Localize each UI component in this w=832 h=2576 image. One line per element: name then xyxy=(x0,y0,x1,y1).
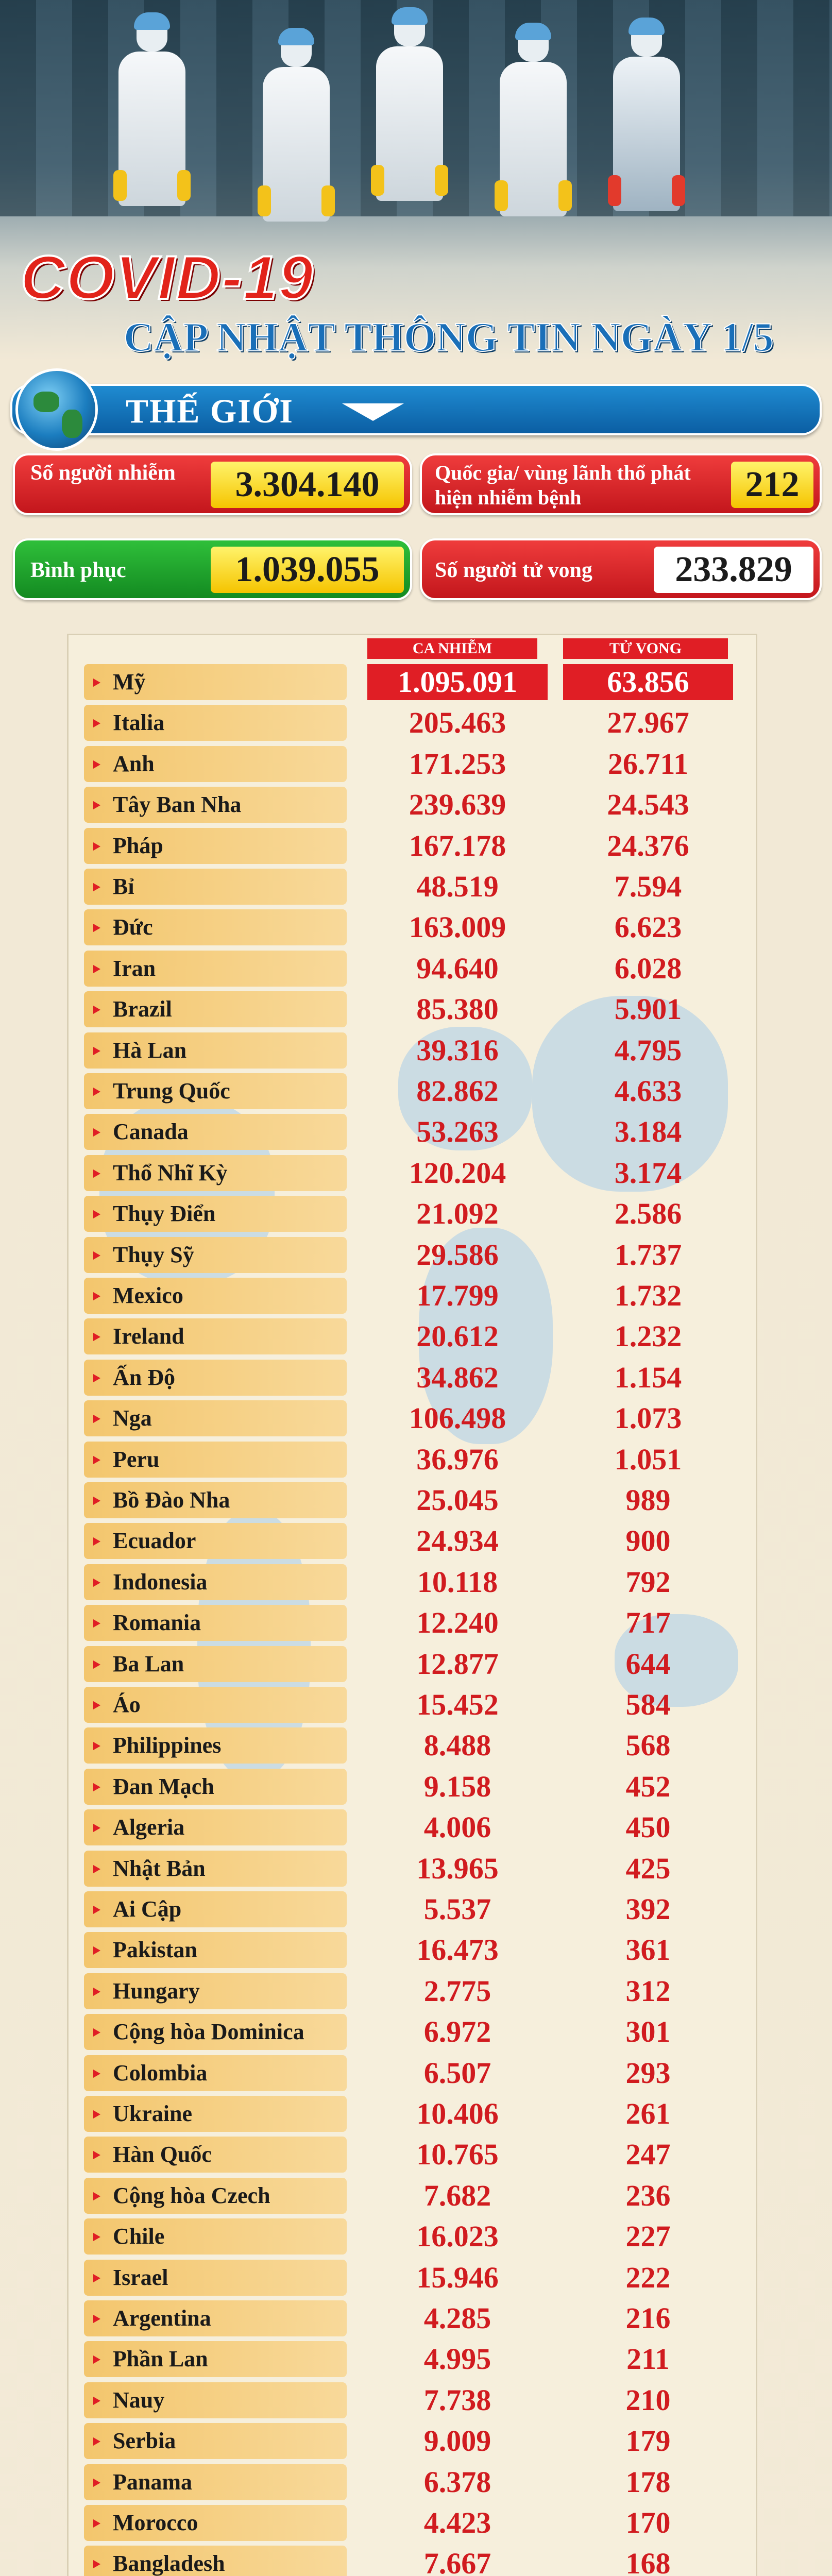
table-row xyxy=(84,2178,743,2214)
health-worker-figure xyxy=(113,15,191,222)
table-row xyxy=(84,951,743,987)
cases-value: 16.473 xyxy=(416,1933,499,1967)
cases-value: 21.092 xyxy=(416,1197,499,1231)
country-name: Trung Quốc xyxy=(84,1073,347,1109)
table-row xyxy=(84,2505,743,2541)
table-row xyxy=(84,2423,743,2459)
country-name: Morocco xyxy=(84,2505,347,2541)
deaths-value: 227 xyxy=(625,2219,671,2253)
country-name: Nauy xyxy=(84,2382,347,2418)
deaths-value: 168 xyxy=(625,2547,671,2576)
table-row xyxy=(84,1851,743,1887)
cases-value: 4.423 xyxy=(423,2506,491,2539)
table-row xyxy=(84,746,743,782)
deaths-value: 4.795 xyxy=(614,1033,682,1067)
country-table xyxy=(67,634,757,2576)
country-name: Đan Mạch xyxy=(84,1769,347,1805)
deaths-value: 179 xyxy=(625,2424,671,2458)
cases-value: 12.877 xyxy=(416,1647,499,1681)
deaths-value: 27.967 xyxy=(607,706,689,740)
table-row xyxy=(84,828,743,864)
deaths-value: 26.711 xyxy=(607,747,689,781)
table-row xyxy=(84,1564,743,1600)
deaths-value: 3.184 xyxy=(614,1115,682,1149)
deaths-value: 236 xyxy=(625,2178,671,2212)
table-row xyxy=(84,2341,743,2377)
country-name: Cộng hòa Dominica xyxy=(84,2014,347,2050)
cases-value: 85.380 xyxy=(416,992,499,1026)
table-row xyxy=(84,1114,743,1150)
deaths-value: 261 xyxy=(625,2097,671,2130)
table-row xyxy=(84,1932,743,1968)
deaths-value: 233.829 xyxy=(654,547,813,593)
country-name: Thổ Nhĩ Kỳ xyxy=(84,1155,347,1191)
cases-value: 5.537 xyxy=(423,1892,491,1926)
cases-value: 4.006 xyxy=(423,1810,491,1844)
deaths-value: 178 xyxy=(625,2465,671,2499)
country-name: Ireland xyxy=(84,1318,347,1354)
country-name: Iran xyxy=(84,951,347,987)
health-worker-figure xyxy=(371,10,448,216)
table-row xyxy=(84,2546,743,2576)
country-name: Philippines xyxy=(84,1727,347,1764)
cases-value: 9.158 xyxy=(423,1769,491,1803)
deaths-value: 1.737 xyxy=(614,1238,682,1272)
table-row xyxy=(84,1646,743,1682)
deaths-value: 247 xyxy=(625,2138,671,2172)
country-name: Israel xyxy=(84,2260,347,2296)
table-row xyxy=(84,2382,743,2418)
deaths-label: Số người tử vong xyxy=(435,558,592,582)
cases-value: 7.667 xyxy=(423,2547,491,2576)
cases-value: 53.263 xyxy=(416,1115,499,1149)
country-name: Cộng hòa Czech xyxy=(84,2178,347,2214)
cases-value: 16.023 xyxy=(416,2219,499,2253)
deaths-value: 24.543 xyxy=(607,788,689,822)
country-name: Peru xyxy=(84,1442,347,1478)
table-row xyxy=(84,869,743,905)
deaths-value: 301 xyxy=(625,2015,671,2049)
cases-value: 8.488 xyxy=(423,1728,491,1762)
deaths-value: 425 xyxy=(625,1851,671,1885)
cases-value: 1.095.091 xyxy=(367,664,548,700)
recovered-label: Bình phục xyxy=(30,558,126,582)
table-row xyxy=(84,1482,743,1518)
deaths-value: 792 xyxy=(625,1565,671,1599)
deaths-value: 293 xyxy=(625,2056,671,2090)
country-name: Italia xyxy=(84,705,347,741)
deaths-value: 216 xyxy=(625,2301,671,2335)
table-row xyxy=(84,1727,743,1764)
country-name: Panama xyxy=(84,2464,347,2500)
table-row xyxy=(84,705,743,741)
world-section-label: THẾ GIỚI xyxy=(126,393,294,430)
table-row xyxy=(84,1278,743,1314)
cases-value: 25.045 xyxy=(416,1483,499,1517)
table-row xyxy=(84,1442,743,1478)
hero-photo xyxy=(0,0,832,268)
table-row xyxy=(84,2014,743,2050)
deaths-value: 450 xyxy=(625,1810,671,1844)
infected-label: Số người nhiễm xyxy=(30,461,176,485)
cases-value: 48.519 xyxy=(416,870,499,903)
table-row xyxy=(84,787,743,823)
cases-value: 10.406 xyxy=(416,2097,499,2130)
country-name: Hungary xyxy=(84,1973,347,2009)
cases-value: 239.639 xyxy=(409,788,506,822)
deaths-value: 644 xyxy=(625,1647,671,1681)
cases-value: 4.285 xyxy=(423,2301,491,2335)
deaths-value: 392 xyxy=(625,1892,671,1926)
country-name: Hà Lan xyxy=(84,1032,347,1069)
country-name: Nga xyxy=(84,1400,347,1436)
country-name: Argentina xyxy=(84,2300,347,2336)
cases-value: 34.862 xyxy=(416,1360,499,1394)
table-row xyxy=(84,2137,743,2173)
country-name: Áo xyxy=(84,1687,347,1723)
country-name: Ecuador xyxy=(84,1523,347,1559)
country-name: Thụy Sỹ xyxy=(84,1237,347,1273)
country-name: Mexico xyxy=(84,1278,347,1314)
country-name: Thụy Điển xyxy=(84,1196,347,1232)
header-cases: CA NHIỄM xyxy=(367,638,537,659)
table-row xyxy=(84,2096,743,2132)
country-name: Pakistan xyxy=(84,1932,347,1968)
cases-value: 6.507 xyxy=(423,2056,491,2090)
table-row xyxy=(84,664,743,700)
table-row xyxy=(84,1032,743,1069)
country-name: Romania xyxy=(84,1605,347,1641)
table-row xyxy=(84,2260,743,2296)
country-name: Nhật Bản xyxy=(84,1851,347,1887)
cases-value: 7.682 xyxy=(423,2178,491,2212)
deaths-value: 63.856 xyxy=(563,664,733,700)
country-name: Bỉ xyxy=(84,869,347,905)
cases-value: 4.995 xyxy=(423,2342,491,2376)
cases-value: 205.463 xyxy=(409,706,506,740)
country-name: Serbia xyxy=(84,2423,347,2459)
countries-value: 212 xyxy=(731,462,813,508)
deaths-value: 568 xyxy=(625,1728,671,1762)
country-name: Hàn Quốc xyxy=(84,2137,347,2173)
deaths-value: 1.732 xyxy=(614,1279,682,1312)
cases-value: 10.118 xyxy=(417,1565,498,1599)
countries-stat xyxy=(420,453,822,515)
table-row xyxy=(84,1769,743,1805)
cases-value: 9.009 xyxy=(423,2424,491,2458)
cases-value: 12.240 xyxy=(416,1606,499,1640)
cases-value: 10.765 xyxy=(416,2138,499,2172)
country-name: Chile xyxy=(84,2218,347,2255)
country-name: Tây Ban Nha xyxy=(84,787,347,823)
country-name: Bồ Đào Nha xyxy=(84,1482,347,1518)
table-row xyxy=(84,1073,743,1109)
infected-value: 3.304.140 xyxy=(211,462,404,508)
cases-value: 29.586 xyxy=(416,1238,499,1272)
table-row xyxy=(84,2218,743,2255)
country-name: Ai Cập xyxy=(84,1891,347,1927)
country-name: Ba Lan xyxy=(84,1646,347,1682)
cases-value: 171.253 xyxy=(409,747,506,781)
deaths-value: 900 xyxy=(625,1524,671,1558)
subtitle: CẬP NHẬT THÔNG TIN NGÀY 1/5 xyxy=(124,315,774,360)
cases-value: 6.378 xyxy=(423,2465,491,2499)
globe-icon xyxy=(15,368,98,451)
cases-value: 13.965 xyxy=(416,1851,499,1885)
cases-value: 20.612 xyxy=(416,1319,499,1353)
deaths-value: 989 xyxy=(625,1483,671,1517)
country-name: Indonesia xyxy=(84,1564,347,1600)
deaths-value: 4.633 xyxy=(614,1074,682,1108)
cases-value: 94.640 xyxy=(416,951,499,985)
table-row xyxy=(84,909,743,945)
country-name: Algeria xyxy=(84,1809,347,1845)
country-name: Ukraine xyxy=(84,2096,347,2132)
world-section-bar xyxy=(10,384,822,435)
deaths-value: 1.073 xyxy=(614,1401,682,1435)
country-name: Mỹ xyxy=(84,664,347,700)
countries-label: Quốc gia/ vùng lãnh thổ phát hiện nhiễm bệnh xyxy=(435,461,691,509)
table-row xyxy=(84,1400,743,1436)
cases-value: 82.862 xyxy=(416,1074,499,1108)
cases-value: 36.976 xyxy=(416,1442,499,1476)
health-worker-figure xyxy=(608,21,685,227)
table-row xyxy=(84,1237,743,1273)
table-row xyxy=(84,1318,743,1354)
deaths-value: 7.594 xyxy=(614,870,682,903)
deaths-value: 1.232 xyxy=(614,1319,682,1353)
cases-value: 15.452 xyxy=(416,1688,499,1721)
deaths-value: 210 xyxy=(625,2383,671,2417)
table-row xyxy=(84,2464,743,2500)
table-row xyxy=(84,1360,743,1396)
cases-value: 163.009 xyxy=(409,910,506,944)
deaths-stat xyxy=(420,538,822,600)
cases-value: 167.178 xyxy=(409,828,506,862)
table-row xyxy=(84,991,743,1027)
cases-value: 39.316 xyxy=(416,1033,499,1067)
infected-stat xyxy=(13,453,412,515)
table-row xyxy=(84,2055,743,2091)
health-worker-figure xyxy=(495,26,572,232)
deaths-value: 211 xyxy=(626,2342,670,2376)
deaths-value: 361 xyxy=(625,1933,671,1967)
deaths-value: 222 xyxy=(625,2260,671,2294)
country-name: Ấn Độ xyxy=(84,1360,347,1396)
table-row xyxy=(84,1196,743,1232)
country-name: Canada xyxy=(84,1114,347,1150)
cases-value: 2.775 xyxy=(423,1974,491,2008)
country-name: Phần Lan xyxy=(84,2341,347,2377)
deaths-value: 1.051 xyxy=(614,1442,682,1476)
deaths-value: 5.901 xyxy=(614,992,682,1026)
table-row xyxy=(84,1809,743,1845)
table-row xyxy=(84,1155,743,1191)
country-name: Đức xyxy=(84,909,347,945)
deaths-value: 452 xyxy=(625,1769,671,1803)
deaths-value: 1.154 xyxy=(614,1360,682,1394)
health-worker-figure xyxy=(258,31,335,237)
deaths-value: 6.623 xyxy=(614,910,682,944)
cases-value: 15.946 xyxy=(416,2260,499,2294)
deaths-value: 312 xyxy=(625,1974,671,2008)
table-row xyxy=(84,1891,743,1927)
recovered-value: 1.039.055 xyxy=(211,547,404,593)
deaths-value: 24.376 xyxy=(607,828,689,862)
cases-value: 6.972 xyxy=(423,2015,491,2049)
table-header xyxy=(367,638,738,659)
country-name: Brazil xyxy=(84,991,347,1027)
cases-value: 24.934 xyxy=(416,1524,499,1558)
chevron-down-icon xyxy=(342,403,404,421)
deaths-value: 170 xyxy=(625,2506,671,2539)
cases-value: 17.799 xyxy=(416,1279,499,1312)
country-name: Bangladesh xyxy=(84,2546,347,2576)
deaths-value: 6.028 xyxy=(614,951,682,985)
cases-value: 7.738 xyxy=(423,2383,491,2417)
table-row xyxy=(84,1523,743,1559)
table-row xyxy=(84,1605,743,1641)
deaths-value: 2.586 xyxy=(614,1197,682,1231)
table-row xyxy=(84,1687,743,1723)
country-name: Anh xyxy=(84,746,347,782)
deaths-value: 584 xyxy=(625,1688,671,1721)
deaths-value: 717 xyxy=(625,1606,671,1640)
main-title: COVID-19 xyxy=(21,243,314,312)
country-name: Pháp xyxy=(84,828,347,864)
country-name: Colombia xyxy=(84,2055,347,2091)
deaths-value: 3.174 xyxy=(614,1156,682,1190)
table-row xyxy=(84,1973,743,2009)
recovered-stat xyxy=(13,538,412,600)
header-deaths: TỬ VONG xyxy=(563,638,728,659)
cases-value: 106.498 xyxy=(409,1401,506,1435)
cases-value: 120.204 xyxy=(409,1156,506,1190)
table-row xyxy=(84,2300,743,2336)
